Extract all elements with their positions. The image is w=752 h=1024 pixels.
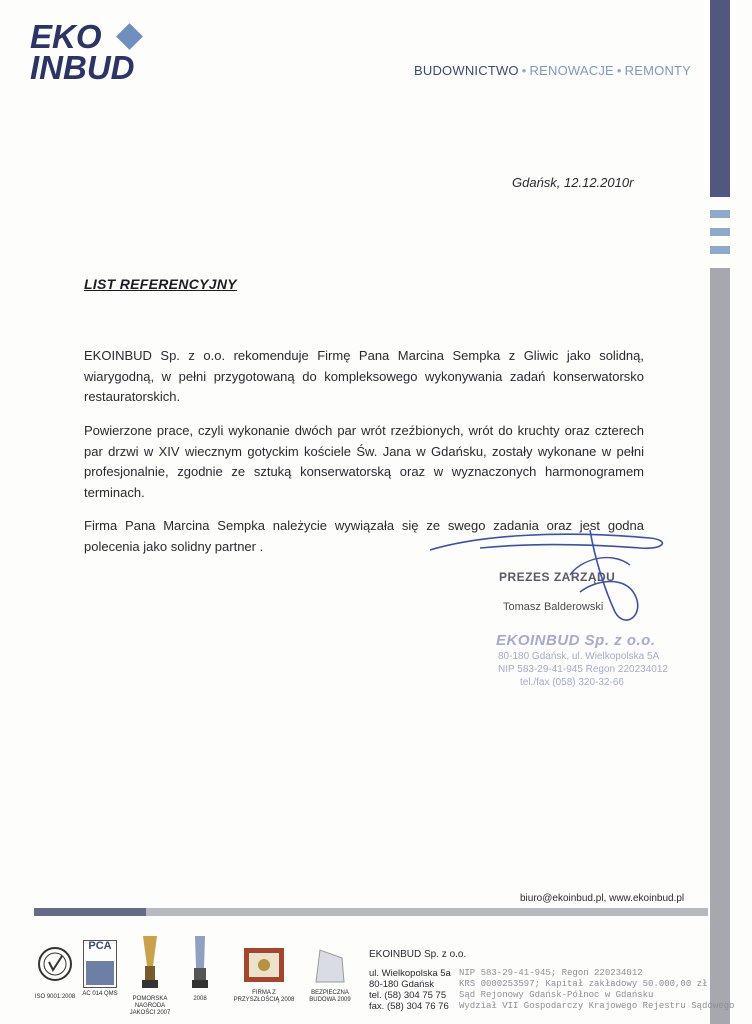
cert-safe-build [304, 944, 356, 1004]
decorative-bar-dark [710, 0, 730, 197]
cert-future-company [232, 946, 296, 1004]
footer-address-line: fax. (58) 304 76 76 [369, 1001, 449, 1012]
cert-quality-award-2007 [126, 932, 174, 1017]
iso-seal-icon [37, 940, 73, 988]
trophy-icon [189, 932, 211, 990]
footer-registry-line: KRS 0000253597; Kapitał zakładowy 50.000,00 zł [459, 979, 708, 989]
tagline-item: BUDOWNICTWO [414, 63, 519, 78]
tagline-separator: • [616, 63, 622, 78]
letter-paragraph: EKOINBUD Sp. z o.o. rekomenduje Firmę Pana Marcina Sempka z Gliwic jako solidną, wiarygodną, w pełni przygotowaną do kompleksowego wykonywania zadań konserwatorsko restauratorskich. [84, 348, 644, 404]
header-tagline [414, 63, 691, 78]
footer-registry [459, 968, 734, 1012]
contact-info: biuro@ekoinbud.pl, www.ekoinbud.pl [520, 893, 685, 904]
decorative-bar-small [710, 210, 730, 218]
award-frame-icon [242, 946, 286, 984]
cert-label: POMORSKA NAGRODA JAKOŚCI 2007 [129, 996, 171, 1016]
cert-label: 2008 [193, 996, 207, 1002]
stamp-phone: tel./fax (058) 320-32-66 [520, 677, 624, 688]
cert-quality-award-2008 [186, 932, 214, 1003]
decorative-bar-small [710, 246, 730, 254]
letter-date: Gdańsk, 12.12.2010r [512, 175, 634, 190]
letter-paragraph: Powierzone prace, czyli wykonanie dwóch par wrót rzeźbionych, wrót do kruchty oraz czterech par drzwi w XIV wiecznym gotyckim kościele Św. Jana w Gdańsku, zostały wykonane w pełni profesjonalnie, zgodnie ze sztuką konserwatorską oraz w wyznaczonych harmonogramem terminach. [84, 423, 644, 500]
footer-address [369, 968, 451, 1012]
stamp-title: PREZES ZARZĄDU [499, 570, 616, 584]
footer-address-line: 80-180 Gdańsk [369, 979, 434, 990]
footer-company-name: EKOINBUD Sp. z o.o. [369, 949, 467, 960]
trophy-icon [139, 932, 161, 990]
stamp-address: 80-180 Gdańsk, ul. Wielkopolska 5A [498, 651, 660, 662]
cert-label: AC 014 QMS [82, 991, 118, 997]
letter-title: LIST REFERENCYJNY [84, 276, 237, 292]
cert-label: FIRMA Z PRZYSZŁOŚCIĄ 2008 [233, 990, 295, 1003]
company-logo [30, 18, 160, 86]
pca-badge-icon [83, 940, 117, 988]
footer-rule [146, 908, 708, 916]
logo-text-line1: EKO [30, 18, 102, 55]
logo-diamond-icon [116, 23, 143, 50]
decorative-bar-gray [710, 268, 730, 1024]
cert-label: BEZPIECZNA BUDOWA 2009 [309, 990, 351, 1003]
footer-registry-line: NIP 583-29-41-945; Regon 220234012 [459, 968, 643, 978]
footer-registry-line: Wydział VII Gospodarczy Krajowego Rejestru Sądowego [459, 1001, 735, 1011]
handwritten-signature [420, 520, 680, 640]
cert-iso [30, 940, 80, 1001]
stamp-name: Tomasz Balderowski [503, 601, 604, 613]
award-glass-icon [310, 944, 350, 984]
letter-paragraph: Firma Pana Marcina Sempka należycie wywiązała się ze swego zadania oraz jest godna polecenia jako solidny partner . [84, 518, 644, 554]
footer-address-line: ul. Wielkopolska 5a [369, 968, 451, 979]
footer-registry-line: Sąd Rejonowy Gdańsk-Północ w Gdańsku [459, 990, 654, 1000]
decorative-bar-small [710, 228, 730, 236]
logo-text-line2: INBUD [30, 49, 135, 86]
footer-rule [34, 908, 146, 916]
tagline-separator: • [521, 63, 527, 78]
tagline-item: RENOWACJE [529, 63, 614, 78]
stamp-company: EKOINBUD Sp. z o.o. [496, 632, 656, 649]
cert-pca [80, 940, 120, 998]
cert-label: ISO 9001:2008 [34, 994, 76, 1000]
pca-mark: PCA [88, 940, 112, 952]
tagline-item: REMONTY [624, 63, 692, 78]
footer-address-line: tel. (58) 304 75 75 [369, 990, 447, 1001]
stamp-registry: NIP 583-29-41-945 Regon 220234012 [498, 664, 668, 675]
